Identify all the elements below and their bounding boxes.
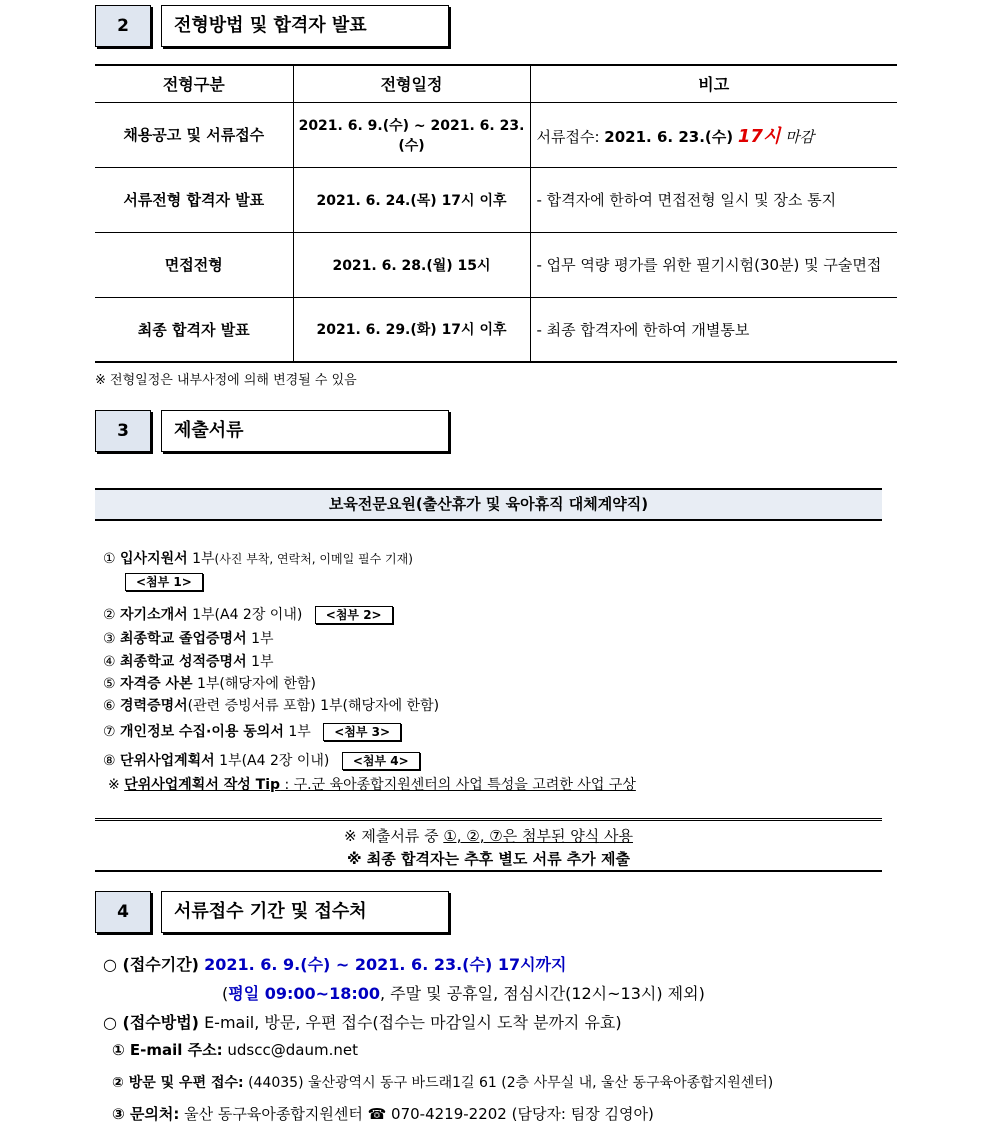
section-title: 서류접수 기간 및 접수처	[161, 891, 449, 933]
item-name: 최종학교 졸업증명서	[120, 631, 247, 647]
section-title: 제출서류	[161, 410, 449, 452]
schedule-cell: 2021. 6. 9.(수) ~ 2021. 6. 23.(수)	[293, 102, 530, 167]
notice-text: ※ 제출서류 중	[344, 827, 444, 845]
stage-cell: 면접전형	[95, 232, 293, 297]
email-value: udscc@daum.net	[222, 1041, 358, 1059]
item-detail: 1부(해당자에 한함)	[196, 676, 316, 692]
item-name: 입사지원서	[120, 551, 188, 567]
section-title: 전형방법 및 합격자 발표	[161, 5, 449, 47]
notice-suffix: 사용	[599, 827, 633, 845]
note-prefix: 서류접수:	[536, 127, 605, 146]
item-name: 개인정보 수집·이용 동의서	[120, 724, 284, 740]
attachment-row	[117, 573, 203, 591]
tip-mark: ※	[108, 777, 125, 793]
plan-tip	[108, 774, 636, 794]
note-cell	[530, 102, 897, 167]
document-item	[103, 673, 316, 693]
notice-line-2: ※ 최종 합격자는 추후 별도 서류 추가 제출	[347, 850, 630, 868]
note-time: 17시	[737, 125, 781, 147]
document-item	[103, 548, 413, 568]
note-cell: - 최종 합격자에 한하여 개별통보	[530, 297, 897, 362]
item-name: 최종학교 성적증명서	[120, 654, 247, 670]
document-item	[103, 628, 274, 648]
item-name: 경력증명서	[120, 698, 188, 714]
table-row	[95, 232, 897, 297]
period-value: 2021. 6. 9.(수) ~ 2021. 6. 23.(수) 17시까지	[204, 955, 567, 974]
schedule-cell: 2021. 6. 29.(화) 17시 이후	[293, 297, 530, 362]
item-mark: ④	[103, 654, 116, 670]
item-detail: 1부	[251, 631, 274, 647]
section-number: 3	[95, 410, 151, 452]
document-item	[103, 604, 393, 624]
email-line	[112, 1039, 358, 1060]
table-row	[95, 297, 897, 362]
notice-line-1	[95, 825, 882, 848]
schedule-cell: 2021. 6. 24.(목) 17시 이후	[293, 167, 530, 232]
stage-cell: 채용공고 및 서류접수	[95, 102, 293, 167]
note-cell: - 합격자에 한하여 면접전형 일시 및 장소 통지	[530, 167, 897, 232]
attachment-label: <첨부 4>	[342, 752, 420, 770]
item-detail: 1부(A4 2장 이내)	[219, 753, 330, 769]
receipt-period	[103, 952, 566, 975]
table-row	[95, 167, 897, 232]
contact-label: ③ 문의처:	[112, 1105, 180, 1123]
table-row	[95, 102, 897, 167]
item-name: 단위사업계획서	[120, 753, 215, 769]
visit-value: (44035) 울산광역시 동구 바드래1길 61 (2층 사무실 내, 울산 동구육아종합지원센터)	[243, 1075, 774, 1091]
note-suffix: 마감	[785, 127, 815, 146]
contact-line	[112, 1103, 654, 1124]
tip-text: : 구.군 육아종합지원센터의 사업 특성을 고려한 사업 구상	[280, 777, 636, 793]
header-note: 비고	[530, 65, 897, 102]
contact-value: 울산 동구육아종합지원센터 ☎ 070-4219-2202 (담당자: 팀장 김영아)	[179, 1105, 654, 1123]
notice-underlined: ①, ②, ⑦은 첨부된 양식	[443, 827, 600, 845]
visit-label: ② 방문 및 우편 접수:	[112, 1075, 244, 1091]
document-item	[103, 721, 401, 741]
attachment-label: <첨부 3>	[323, 723, 401, 741]
hours-weekday: 평일 09:00~18:00	[228, 984, 380, 1003]
email-label: ① E-mail 주소:	[112, 1041, 223, 1059]
hours-rest: , 주말 및 공휴일, 점심시간(12시~13시) 제외)	[380, 984, 705, 1003]
receipt-method	[103, 1010, 622, 1033]
item-name: 자격증 사본	[120, 676, 193, 692]
note-cell: - 업무 역량 평가를 위한 필기시험(30분) 및 구술면접	[530, 232, 897, 297]
document-item	[103, 750, 420, 770]
section-number: 4	[95, 891, 151, 933]
item-detail: 1부	[251, 654, 274, 670]
document-item	[103, 695, 439, 715]
item-detail-small: (사진 부착, 연락처, 이메일 필수 기재)	[214, 552, 413, 566]
item-detail: 1부(A4 2장 이내)	[192, 607, 303, 623]
documents-box-title: 보육전문요원(출산휴가 및 육아휴직 대체계약직)	[95, 488, 882, 521]
section-number: 2	[95, 5, 151, 47]
attachment-label: <첨부 2>	[315, 606, 393, 624]
stage-cell: 서류전형 합격자 발표	[95, 167, 293, 232]
item-name: 자기소개서	[120, 607, 188, 623]
stage-cell: 최종 합격자 발표	[95, 297, 293, 362]
item-mark: ⑦	[103, 724, 116, 740]
hours-open: (	[222, 984, 229, 1003]
note-date: 2021. 6. 23.(수)	[604, 127, 734, 146]
schedule-footnote: ※ 전형일정은 내부사정에 의해 변경될 수 있음	[95, 373, 357, 388]
submission-notice-box	[95, 818, 882, 872]
method-label: ○ (접수방법)	[103, 1013, 199, 1032]
visit-line	[112, 1072, 773, 1092]
item-detail: (관련 증빙서류 포함) 1부(해당자에 한함)	[187, 698, 440, 714]
item-mark: ①	[103, 551, 116, 567]
receipt-hours	[222, 981, 705, 1004]
attachment-label: <첨부 1>	[125, 573, 203, 591]
item-mark: ②	[103, 607, 116, 623]
schedule-table	[95, 64, 897, 363]
schedule-cell: 2021. 6. 28.(월) 15시	[293, 232, 530, 297]
method-value: E-mail, 방문, 우편 접수(접수는 마감일시 도착 분까지 유효)	[198, 1013, 622, 1032]
table-header-row	[95, 65, 897, 102]
period-label: ○ (접수기간)	[103, 955, 199, 974]
header-schedule: 전형일정	[293, 65, 530, 102]
item-mark: ⑥	[103, 698, 116, 714]
item-detail: 1부	[288, 724, 311, 740]
item-detail: 1부	[192, 551, 215, 567]
item-mark: ⑤	[103, 676, 116, 692]
item-mark: ③	[103, 631, 116, 647]
tip-title: 단위사업계획서 작성 Tip	[124, 777, 281, 793]
header-stage: 전형구분	[95, 65, 293, 102]
item-mark: ⑧	[103, 753, 116, 769]
document-item	[103, 651, 274, 671]
